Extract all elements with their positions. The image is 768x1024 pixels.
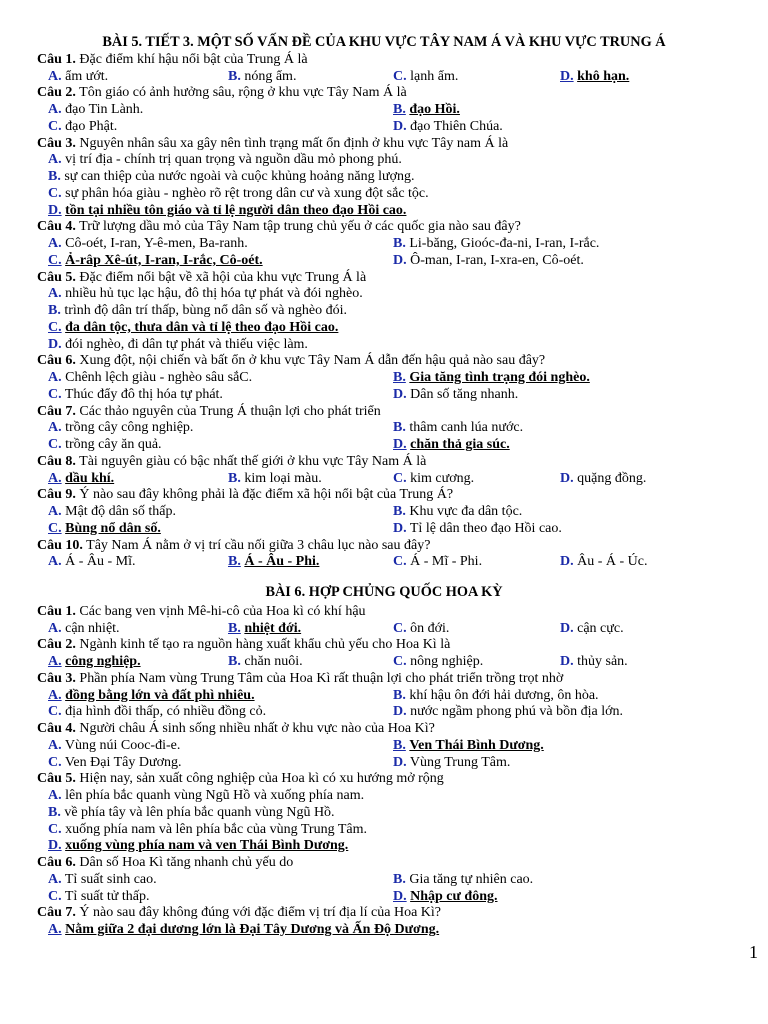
answer-option-correct [560,68,629,85]
answer-option-correct [393,101,460,118]
option-text: lên phía bắc quanh vùng Ngũ Hồ và xuống phía nam. [65,788,365,803]
page-number: 1 [749,942,758,962]
option-letter: C. [393,654,407,669]
answer-option-correct [228,553,319,570]
option-text: Ả-râp Xê-út, I-ran, I-rắc, Cô-oét. [65,252,263,268]
answer-option [560,620,624,637]
option-text: cận cực. [577,620,624,636]
option-text: thâm canh lúa nước. [409,420,524,436]
option-text: chăn thả gia súc. [410,437,510,452]
question-number: Câu 7. [37,403,76,419]
answer-option-correct [228,620,301,637]
option-text: cận nhiệt. [65,620,120,636]
answer-option [393,386,518,403]
answer-option [560,553,648,570]
option-text: đạo Thiên Chúa. [410,118,503,134]
question-stem [37,720,435,737]
answer-option [393,620,449,637]
answer-option-correct [48,653,141,670]
option-letter: C. [393,554,407,570]
answer-option [393,520,562,537]
option-letter: D. [393,888,407,904]
question-text: Người châu Á sinh sống nhiều nhất ở khu vực nào của Hoa Kì? [79,721,435,736]
answer-option-correct [48,252,263,269]
question-stem [37,486,453,503]
question-stem [37,218,521,235]
question-text: Đặc điểm khí hậu nổi bật của Trung Á là [79,51,308,67]
answer-option-correct [393,436,510,453]
option-text: nóng ẩm. [244,68,297,84]
question-text: Trữ lượng dầu mỏ của Tây Nam tập trung chủ yếu ở các quốc gia nào sau đây? [79,219,521,235]
question-number: Câu 4. [37,721,76,736]
answer-option [228,470,322,487]
option-text: đồng bằng lớn và đất phì nhiêu. [65,687,255,703]
answer-option [393,252,584,269]
question-number: Câu 1. [37,603,76,619]
question-text: Phần phía Nam vùng Trung Tâm của Hoa Kì rất thuận lợi cho phát triển trồng trọt nhờ [79,670,564,686]
option-letter: B. [393,370,406,385]
option-letter: D. [393,252,407,268]
option-text: khí hậu ôn đới hải dương, ôn hòa. [409,687,599,703]
option-letter: A. [48,68,62,84]
option-text: sự can thiệp của nước ngoài và cuộc khủng hoảng năng lượng. [64,169,415,184]
question-number: Câu 8. [37,453,76,469]
option-letter: C. [48,386,62,402]
option-letter: C. [393,470,407,486]
option-letter: A. [48,370,62,385]
option-letter: B. [228,620,241,636]
option-letter: C. [48,252,62,268]
option-letter: B. [393,504,406,519]
question-stem [37,904,441,921]
answer-option [393,118,503,135]
option-text: đạo Tin Lành. [65,102,144,117]
question-number: Câu 3. [37,670,76,686]
question-stem [37,670,563,687]
answer-option [393,754,510,771]
option-text: nông nghiệp. [410,654,484,669]
answer-option-correct [48,687,255,704]
answer-option [48,787,364,804]
answer-option [393,503,522,520]
option-text: Tỉ suất sinh cao. [64,871,157,887]
question-number: Câu 5. [37,269,76,285]
option-letter: B. [393,420,406,436]
option-text: Nằm giữa 2 đại dương lớn là Đại Tây Dương và Ấn Độ Dương. [65,922,440,937]
option-letter: A. [48,554,62,570]
option-letter: D. [393,520,407,536]
option-text: thủy sản. [577,654,628,669]
option-text: Khu vực đa dân tộc. [409,504,523,519]
option-letter: D. [393,704,407,720]
option-text: lạnh ẩm. [410,68,459,84]
option-letter: A. [48,152,62,168]
option-text: Á - Mĩ - Phi. [410,554,483,570]
answer-option-correct [48,319,338,336]
option-text: Âu - Á - Úc. [577,554,648,570]
option-letter: C. [48,704,62,720]
answer-option-correct [393,888,498,905]
option-letter: C. [48,118,62,134]
option-text: chăn nuôi. [244,654,303,669]
option-letter: B. [228,68,241,84]
answer-option [48,754,181,771]
answer-option [48,503,176,520]
answer-option-correct [48,520,161,537]
answer-option-correct [48,470,114,487]
option-text: Gia tăng tình trạng đói nghèo. [409,370,590,385]
option-text: kim cương. [410,470,475,486]
answer-option [393,703,623,720]
option-text: đạo Phật. [65,118,118,134]
question-text: Ngành kinh tế tạo ra nguồn hàng xuất khẩu chủ yếu cho Hoa Kì là [79,637,451,653]
option-text: địa hình đồi thấp, có nhiều đồng cỏ. [65,704,267,720]
question-text: Xung đột, nội chiến và bất ổn ở khu vực Tây Nam Á dẫn đến hậu quả nào sau đây? [79,353,546,369]
option-text: trồng cây ăn quả. [65,437,162,452]
question-stem [37,453,426,470]
option-text: Tỉ suất tử thấp. [64,888,150,904]
option-letter: C. [48,319,62,335]
option-letter: B. [393,871,406,887]
option-text: Ven Thái Bình Dương. [409,737,544,753]
option-text: tồn tại nhiều tôn giáo và tỉ lệ người dân theo đạo Hồi cao. [65,202,407,218]
question-stem [37,603,366,620]
option-text: xuống vùng phía nam và ven Thái Bình Dương. [65,838,349,854]
option-letter: D. [393,437,407,452]
option-letter: D. [393,118,407,134]
question-number: Câu 2. [37,85,76,101]
answer-option-correct [48,202,406,219]
option-text: trình độ dân trí thấp, bùng nổ dân số và nghèo đói. [64,303,348,318]
option-letter: A. [48,788,62,803]
option-text: sự phân hóa giàu - nghèo rõ rệt trong dân cư và xung đột sắc tộc. [65,185,429,201]
option-letter: A. [48,420,62,436]
answer-option [560,470,646,487]
option-letter: B. [393,737,406,753]
option-text: trồng cây công nghiệp. [65,420,194,436]
option-letter: B. [393,236,406,251]
option-text: Dân số tăng nhanh. [410,386,519,402]
option-text: Gia tăng tự nhiên cao. [409,871,534,887]
answer-option [393,687,599,704]
option-text: ôn đới. [410,620,450,636]
option-letter: A. [48,922,62,937]
section-title: BÀI 6. HỢP CHỦNG QUỐC HOA KỲ [265,584,503,600]
answer-option [48,336,308,353]
answer-option [393,470,474,487]
option-letter: C. [393,620,407,636]
option-letter: D. [560,470,574,486]
question-stem [37,854,293,871]
option-text: Ven Đại Tây Dương. [64,754,182,770]
option-letter: C. [48,437,62,452]
option-text: nhiệt đới. [244,620,302,636]
question-text: Ý nào sau đây không phải là đặc điểm xã hội nổi bật của Trung Á? [79,487,454,503]
question-number: Câu 3. [37,135,76,151]
option-text: nước ngầm phong phú và bồn địa lớn. [410,704,624,720]
option-letter: C. [48,754,62,770]
question-text: Ý nào sau đây không đúng với đặc điểm vị trí địa lí của Hoa Kì? [79,905,441,921]
question-stem [37,352,545,369]
answer-option-correct [393,737,544,754]
option-text: Nhập cư đông. [410,888,498,904]
question-number: Câu 9. [37,487,76,503]
option-letter: C. [48,185,62,201]
option-letter: D. [48,838,62,854]
answer-option [393,235,599,252]
answer-option [48,185,429,202]
option-letter: B. [228,554,241,570]
option-letter: B. [48,804,61,820]
option-text: kim loại màu. [244,470,322,486]
answer-option [393,653,483,670]
answer-option [48,804,335,821]
option-text: đạo Hồi. [409,102,460,117]
option-letter: B. [228,470,241,486]
question-stem [37,269,366,286]
question-stem [37,51,308,68]
option-text: xuống phía nam và lên phía bắc của vùng Trung Tâm. [65,821,367,837]
option-text: Li-băng, Gioóc-đa-ni, I-ran, I-rắc. [409,236,600,251]
answer-option [48,419,193,436]
answer-option [560,653,628,670]
option-text: Tỉ lệ dân theo đạo Hồi cao. [409,520,562,536]
option-letter: A. [48,286,62,302]
option-letter: C. [48,821,62,837]
answer-option [48,620,120,637]
option-letter: C. [48,888,62,904]
option-letter: B. [48,169,61,184]
option-letter: B. [48,303,61,318]
answer-option [48,302,347,319]
question-text: Tôn giáo có ảnh hưởng sâu, rộng ở khu vực Tây Nam Á là [79,85,407,101]
option-text: ẩm ướt. [65,68,109,84]
question-stem [37,84,407,101]
answer-option [228,68,296,85]
option-letter: B. [393,687,406,703]
question-stem [37,537,430,554]
option-letter: C. [48,520,62,536]
question-number: Câu 6. [37,855,76,870]
option-letter: D. [393,386,407,402]
question-text: Các thảo nguyên của Trung Á thuận lợi cho phát triển [79,403,381,419]
answer-option [48,436,162,453]
option-text: dầu khí. [65,470,115,486]
option-letter: A. [48,871,62,887]
question-stem [37,636,450,653]
option-letter: D. [393,754,407,770]
answer-option [48,737,180,754]
question-text: Nguyên nhân sâu xa gây nên tình trạng mất ổn định ở khu vực Tây nam Á là [79,135,509,151]
option-letter: D. [560,620,574,636]
option-letter: A. [48,620,62,636]
option-letter: A. [48,654,62,669]
option-letter: A. [48,687,62,703]
option-text: nhiều hủ tục lạc hậu, đô thị hóa tự phát và đói nghèo. [65,286,363,302]
option-text: khô hạn. [577,68,630,84]
answer-option-correct [393,369,590,386]
option-letter: D. [48,202,62,218]
option-letter: D. [48,336,62,352]
question-number: Câu 4. [37,219,76,235]
question-stem [37,403,381,420]
question-text: Tây Nam Á nằm ở vị trí cầu nối giữa 3 châu lục nào sau đây? [86,537,431,553]
question-stem [37,135,508,152]
answer-option [393,68,458,85]
option-letter: A. [48,737,62,753]
answer-option [48,118,117,135]
answer-option [48,151,402,168]
answer-option [48,168,415,185]
answer-option [48,553,136,570]
option-text: Cô-oét, I-ran, Y-ê-men, Ba-ranh. [65,236,248,251]
option-letter: B. [393,102,406,117]
option-text: quặng đồng. [577,470,647,486]
answer-option [48,888,149,905]
question-number: Câu 7. [37,905,76,921]
option-text: đói nghèo, đi dân tự phát và thiếu việc làm. [65,336,308,352]
option-text: vị trí địa - chính trị quan trọng và nguồn dầu mỏ phong phú. [65,152,402,168]
question-number: Câu 1. [37,51,76,67]
answer-option [393,871,533,888]
option-letter: A. [48,504,62,519]
option-letter: B. [228,654,241,669]
option-letter: A. [48,236,62,251]
answer-option [48,285,363,302]
option-letter: D. [560,554,574,570]
answer-option [48,703,266,720]
question-number: Câu 10. [37,537,83,553]
question-text: Các bang ven vịnh Mê-hi-cô của Hoa kì có khí hậu [79,603,366,619]
answer-option [48,386,223,403]
answer-option [48,101,143,118]
option-text: Bùng nổ dân số. [65,520,161,536]
option-letter: A. [48,102,62,117]
option-text: Chênh lệch giàu - nghèo sâu sắC. [65,370,253,385]
answer-option [48,235,248,252]
option-text: Vùng Trung Tâm. [409,754,511,770]
option-text: Á - Âu - Phi. [244,554,320,570]
option-letter: C. [393,68,407,84]
answer-option [228,653,303,670]
option-text: công nghiệp. [65,654,141,669]
option-text: Mật độ dân số thấp. [65,504,176,519]
option-text: đa dân tộc, thưa dân và tỉ lệ theo đạo Hồi cao. [65,319,339,335]
question-text: Hiện nay, sản xuất công nghiệp của Hoa kì có xu hướng mở rộng [79,771,444,787]
answer-option-correct [48,921,439,938]
question-stem [37,770,444,787]
option-letter: D. [560,654,574,669]
option-letter: A. [48,470,62,486]
option-text: Ô-man, I-ran, I-xra-en, Cô-oét. [410,252,584,268]
option-text: Thúc đẩy đô thị hóa tự phát. [64,386,223,402]
answer-option [48,821,367,838]
question-number: Câu 2. [37,637,76,653]
question-number: Câu 5. [37,771,76,787]
answer-option-correct [48,837,348,854]
answer-option [48,68,108,85]
question-text: Đặc điểm nổi bật về xã hội của khu vực Trung Á là [79,269,367,285]
answer-option [48,871,157,888]
option-text: Á - Âu - Mĩ. [65,554,136,570]
answer-option [393,553,482,570]
question-text: Dân số Hoa Kì tăng nhanh chủ yếu do [79,855,294,870]
answer-option [48,369,252,386]
option-letter: D. [560,68,574,84]
question-text: Tài nguyên giàu có bậc nhất thế giới ở khu vực Tây Nam Á là [79,453,427,469]
option-text: Vùng núi Cooc-đi-e. [64,737,181,753]
option-text: về phía tây và lên phía bắc quanh vùng Ngũ Hồ. [64,804,335,820]
question-number: Câu 6. [37,353,76,369]
answer-option [393,419,523,436]
section-title: BÀI 5. TIẾT 3. MỘT SỐ VẤN ĐỀ CỦA KHU VỰC TÂY NAM Á VÀ KHU VỰC TRUNG Á [102,34,666,50]
